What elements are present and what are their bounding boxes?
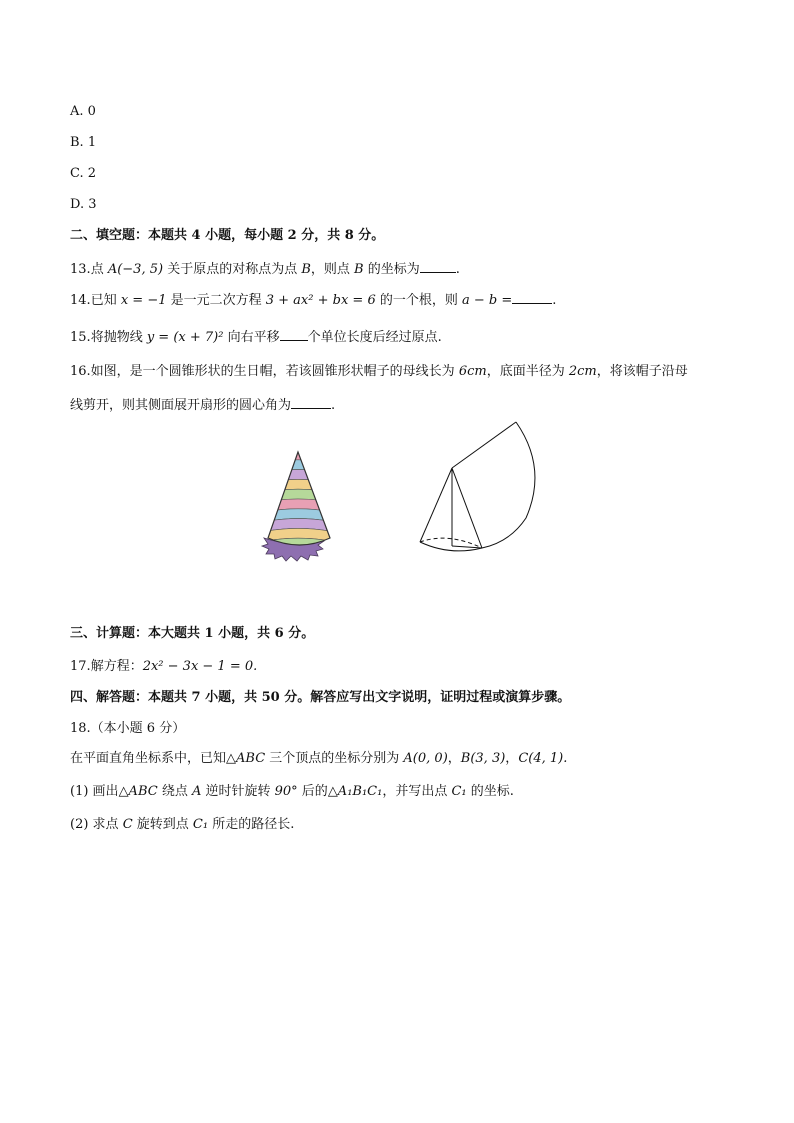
q16-text: 16.如图，是一个圆锥形状的生日帽，若该圆锥形状帽子的母线长为: [70, 364, 459, 379]
answer-blank[interactable]: [420, 258, 456, 273]
cone-base-front: [420, 542, 482, 551]
q13-math-point-a: A(−3, 5): [107, 262, 164, 277]
q13-math-b: B: [354, 262, 364, 277]
q14-math-expression: a − b =: [461, 293, 513, 308]
q14-math-equation: 3 + ax² + bx = 6: [265, 293, 376, 308]
q13-text: 的坐标为: [363, 262, 420, 277]
q18-sep: ，: [447, 751, 461, 766]
q18-text: 三个顶点的坐标分别为: [265, 751, 404, 766]
q17-text: 解方程：: [90, 659, 143, 674]
q14-text: 是一元二次方程: [166, 293, 266, 308]
question-15: [70, 326, 442, 348]
cone-left-slant: [420, 468, 452, 542]
q13-text: 关于原点的对称点为点: [163, 262, 302, 277]
q18-math-triangle-rotated: △A₁B₁C₁: [327, 784, 383, 799]
section-3-title: 三、计算题：本大题共 1 小题，共 6 分。: [70, 626, 315, 641]
answer-blank[interactable]: [512, 289, 552, 304]
q18-math-point-b: B(3, 3): [460, 751, 506, 766]
question-13: [70, 258, 460, 280]
q17-number: 17.: [70, 659, 91, 674]
section-2-title: 二、填空题：本题共 4 小题，每小题 2 分，共 8 分。: [70, 228, 385, 243]
cone-base-back: [420, 538, 482, 548]
q18-text: 后的: [297, 784, 328, 799]
section-4-title: 四、解答题：本题共 7 小题，共 50 分。解答应写出文字说明，证明过程或演算步骤。: [70, 690, 571, 705]
q18-text: 在平面直角坐标系中，已知: [70, 751, 227, 766]
choice-b: B. 1: [70, 135, 97, 150]
q17-math-equation: 2x² − 3x − 1 = 0.: [142, 659, 258, 674]
question-17: [70, 657, 257, 677]
q15-number: 15.: [70, 330, 91, 345]
q18-text: 逆时针旋转: [201, 784, 275, 799]
q18-math-triangle: △ABC: [226, 751, 266, 766]
q14-number: 14.: [70, 293, 91, 308]
q13-end: .: [455, 262, 460, 277]
q18-text: (1) 画出: [70, 784, 119, 799]
q13-number: 13.: [70, 262, 91, 277]
question-14: [70, 289, 556, 311]
q14-text: 的一个根，则: [375, 293, 462, 308]
q14-text: 已知: [90, 293, 121, 308]
q16-math-radius: 2cm: [568, 364, 597, 379]
q15-text: 向右平移: [223, 330, 280, 345]
q18-text: ，并写出点: [382, 784, 452, 799]
q18-text: 的坐标.: [466, 784, 514, 799]
q18-text: 绕点: [157, 784, 192, 799]
q18-math-point-c: C(4, 1).: [518, 751, 568, 766]
answer-blank[interactable]: [291, 394, 331, 409]
q16-end: .: [331, 398, 336, 413]
q18-math-c1: C₁: [451, 784, 467, 799]
q16-math-slant: 6cm: [458, 364, 487, 379]
choice-a: A. 0: [70, 104, 96, 119]
q18-sep: ，: [505, 751, 519, 766]
question-18-part-2: [70, 815, 294, 835]
choice-d: D. 3: [70, 197, 97, 212]
q15-text: 将抛物线: [90, 330, 147, 345]
q16-text: ，底面半径为: [486, 364, 569, 379]
choice-c: C. 2: [70, 166, 97, 181]
q15-text: 个单位长度后经过原点.: [307, 330, 442, 345]
q13-text: 点: [90, 262, 108, 277]
q18-math-c1: C₁: [192, 817, 209, 832]
cone-right-slant: [452, 468, 482, 548]
question-18-statement: [70, 749, 567, 769]
q18-text: (2) 求点: [70, 817, 123, 832]
q16-text: 线剪开，则其侧面展开扇形的圆心角为: [70, 398, 292, 413]
party-hat-figure: [250, 450, 346, 561]
cone-sector-figure: [420, 422, 535, 551]
question-16-line-1: [70, 362, 688, 382]
q14-math-root: x = −1: [120, 293, 167, 308]
q16-text: ，将该帽子沿母: [596, 364, 688, 379]
figure-svg: [0, 410, 794, 580]
q14-end: .: [552, 293, 557, 308]
q13-math-b: B: [301, 262, 311, 277]
q18-math-point-a: A(0, 0): [403, 751, 448, 766]
question-18-head: 18.（本小题 6 分）: [70, 721, 186, 736]
q18-math-angle: 90°: [274, 784, 298, 799]
figure-area: [0, 410, 794, 580]
q18-math-a: A: [191, 784, 202, 799]
answer-blank[interactable]: [280, 326, 308, 341]
q15-math-parabola: y = (x + 7)²: [146, 330, 224, 345]
q18-math-triangle: △ABC: [118, 784, 158, 799]
q18-text: 旋转到点: [132, 817, 193, 832]
sector-edge: [452, 422, 516, 468]
q13-text: ，则点: [310, 262, 355, 277]
q18-math-c: C: [122, 817, 133, 832]
question-18-part-1: [70, 782, 514, 802]
q18-text: 所走的路径长.: [208, 817, 295, 832]
